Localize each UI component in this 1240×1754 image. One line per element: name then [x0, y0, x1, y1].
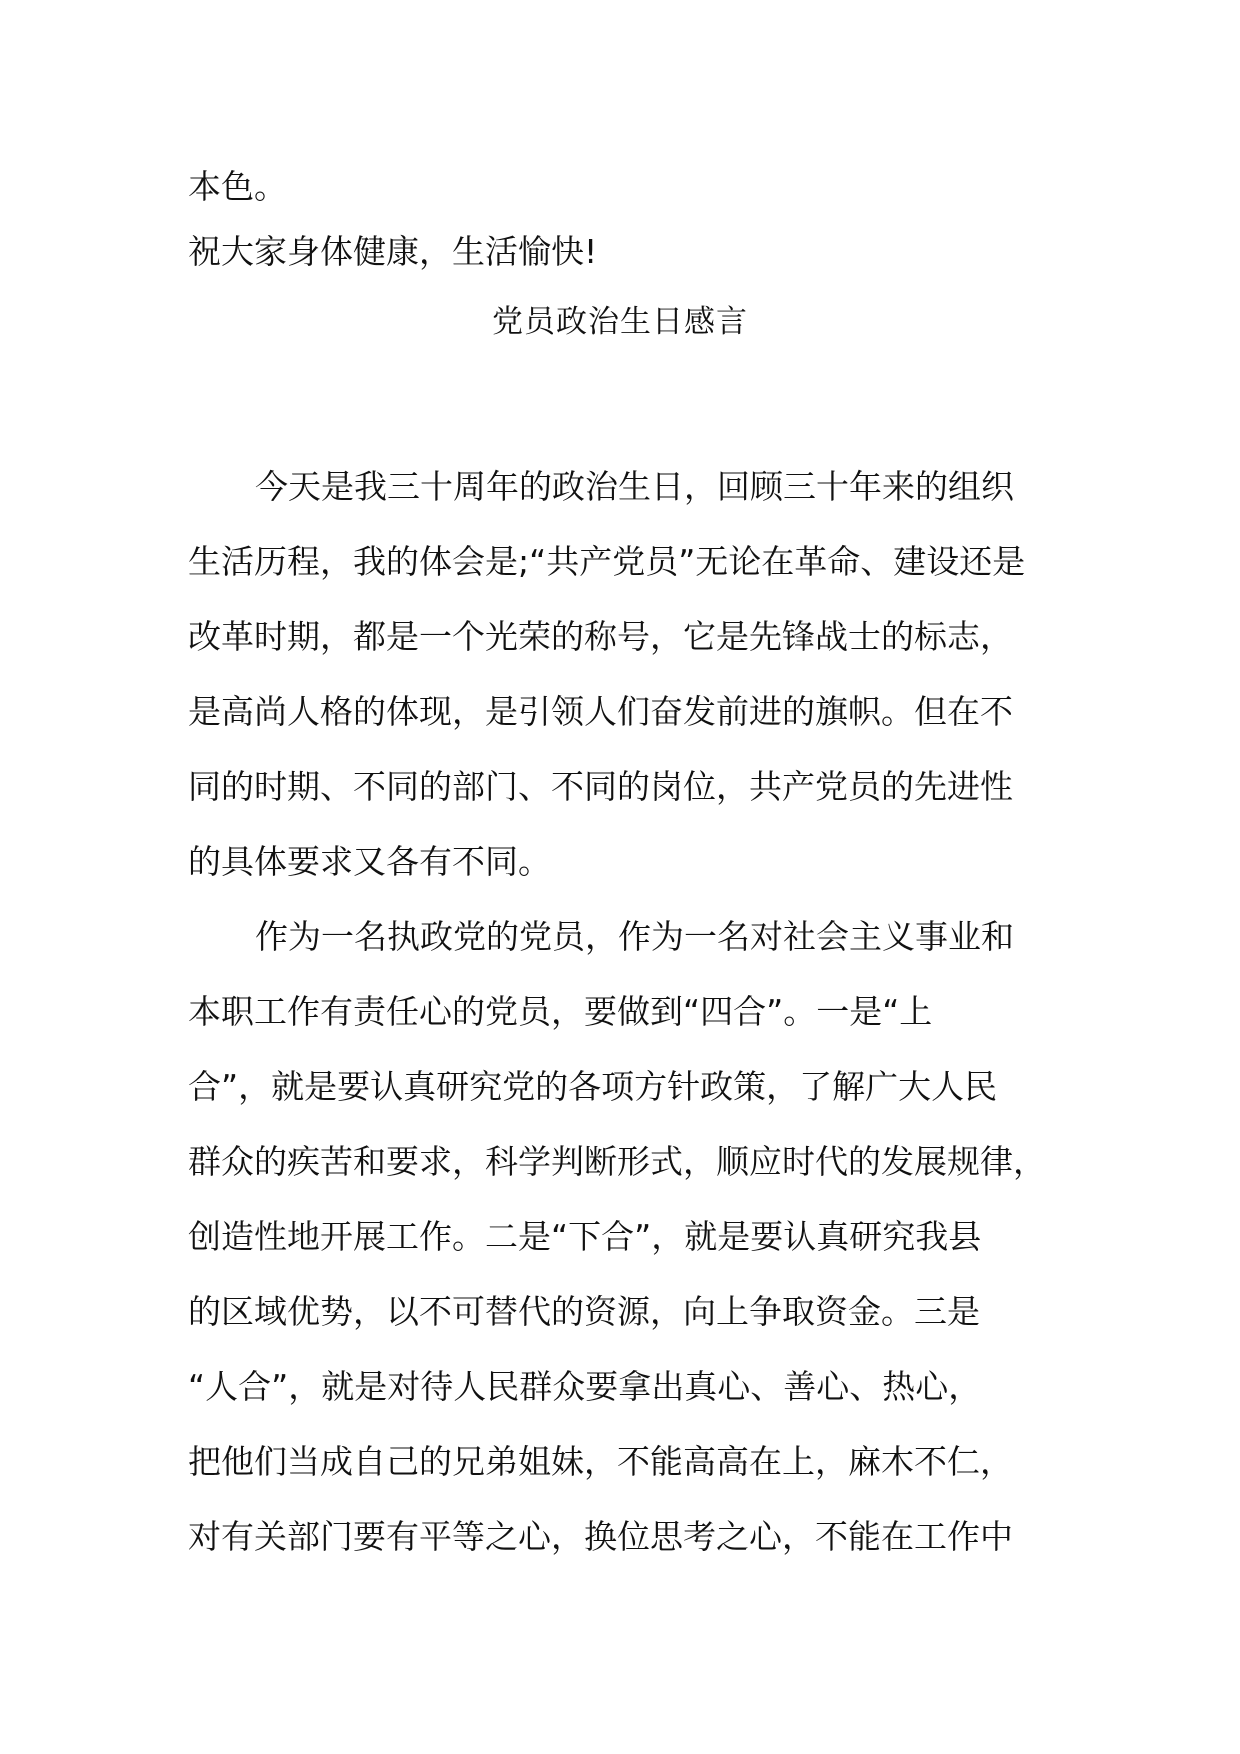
body-line: 创造性地开展工作。二是“下合”，就是要认真研究我县	[188, 1217, 982, 1256]
body-line: 生活历程，我的体会是;“共产党员”无论在革命、建设还是	[188, 542, 1026, 581]
intro-line-ending: 本色。	[188, 167, 287, 206]
body-line: 本职工作有责任心的党员，要做到“四合”。一是“上	[188, 992, 933, 1031]
body-line: 对有关部门要有平等之心，换位思考之心，不能在工作中	[188, 1517, 1013, 1556]
body-line: 把他们当成自己的兄弟姐妹，不能高高在上，麻木不仁，	[188, 1442, 1013, 1481]
body-line: 改革时期，都是一个光荣的称号，它是先锋战士的标志，	[188, 617, 1013, 656]
body-line: 的区域优势，以不可替代的资源，向上争取资金。三是	[188, 1292, 980, 1331]
body-line: 合”，就是要认真研究党的各项方针政策，了解广大人民	[188, 1067, 998, 1106]
body-line: 作为一名执政党的党员，作为一名对社会主义事业和	[255, 917, 1014, 956]
intro-line-greeting: 祝大家身体健康，生活愉快!	[188, 232, 598, 271]
document-title: 党员政治生日感言	[492, 304, 748, 340]
body-line: 今天是我三十周年的政治生日，回顾三十年来的组织	[255, 467, 1014, 506]
body-line: 的具体要求又各有不同。	[188, 842, 551, 881]
body-line: “人合”，就是对待人民群众要拿出真心、善心、热心，	[188, 1367, 982, 1406]
body-line: 群众的疾苦和要求，科学判断形式，顺应时代的发展规律，	[188, 1142, 1046, 1181]
body-line: 是高尚人格的体现，是引领人们奋发前进的旗帜。但在不	[188, 692, 1013, 731]
body-line: 同的时期、不同的部门、不同的岗位，共产党员的先进性	[188, 767, 1013, 806]
